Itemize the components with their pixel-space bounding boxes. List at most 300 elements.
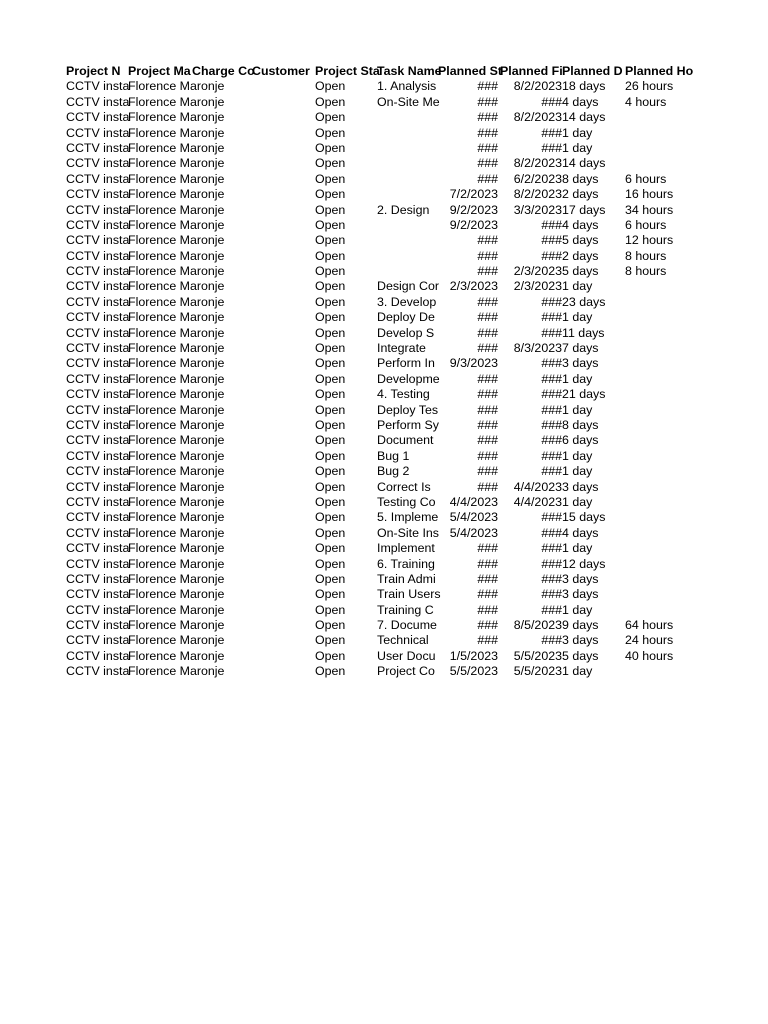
cell-planned-duration[interactable]: 5 days xyxy=(562,648,599,663)
cell-project-status[interactable]: Open xyxy=(315,402,346,417)
cell-customer[interactable] xyxy=(252,218,312,233)
cell-charge-code[interactable] xyxy=(192,264,252,279)
cell-customer[interactable] xyxy=(252,495,312,510)
cell-customer[interactable] xyxy=(252,557,312,572)
cell-customer[interactable] xyxy=(252,603,312,618)
cell-task-name[interactable] xyxy=(377,141,438,156)
cell-task-name[interactable]: 6. Training xyxy=(377,556,435,571)
cell-task-name[interactable] xyxy=(377,110,438,125)
cell-planned-finish[interactable]: ### xyxy=(541,294,562,309)
cell-planned-start[interactable]: ### xyxy=(477,402,498,417)
cell-planned-hours[interactable] xyxy=(625,387,687,402)
cell-planned-hours[interactable] xyxy=(625,326,687,341)
cell-planned-duration[interactable]: 23 days xyxy=(562,294,606,309)
cell-customer[interactable] xyxy=(252,541,312,556)
cell-planned-finish[interactable]: ### xyxy=(541,510,562,525)
cell-planned-finish[interactable]: ### xyxy=(541,371,562,386)
cell-planned-start[interactable]: ### xyxy=(477,618,498,633)
cell-task-name[interactable]: Perform In xyxy=(377,356,435,371)
cell-task-name[interactable] xyxy=(377,187,438,202)
cell-project-manager[interactable]: Florence Maronje xyxy=(128,587,225,602)
cell-project-manager[interactable]: Florence Maronje xyxy=(128,279,225,294)
cell-project-status[interactable]: Open xyxy=(315,140,346,155)
cell-planned-finish[interactable]: ### xyxy=(541,94,562,109)
cell-project-status[interactable]: Open xyxy=(315,325,346,340)
cell-planned-start[interactable]: ### xyxy=(477,371,498,386)
cell-planned-duration[interactable]: 14 days xyxy=(562,156,606,171)
header-customer[interactable]: Customer xyxy=(252,64,310,78)
cell-project-status[interactable]: Open xyxy=(315,587,346,602)
cell-project-status[interactable]: Open xyxy=(315,433,346,448)
cell-planned-finish[interactable]: ### xyxy=(541,571,562,586)
cell-planned-start[interactable]: 4/4/2023 xyxy=(449,494,498,509)
cell-project-name[interactable]: CCTV insta xyxy=(66,402,130,417)
cell-planned-duration[interactable]: 9 days xyxy=(562,618,599,633)
cell-customer[interactable] xyxy=(252,449,312,464)
cell-project-status[interactable]: Open xyxy=(315,479,346,494)
cell-task-name[interactable]: Deploy Tes xyxy=(377,402,439,417)
cell-project-manager[interactable]: Florence Maronje xyxy=(128,341,225,356)
cell-planned-hours[interactable] xyxy=(625,156,687,171)
cell-planned-duration[interactable]: 3 days xyxy=(562,633,599,648)
cell-planned-duration[interactable]: 5 days xyxy=(562,264,599,279)
cell-planned-start[interactable]: ### xyxy=(477,633,498,648)
cell-customer[interactable] xyxy=(252,664,312,679)
cell-planned-hours[interactable]: 8 hours xyxy=(625,248,667,263)
cell-project-name[interactable]: CCTV insta xyxy=(66,156,130,171)
cell-planned-hours[interactable] xyxy=(625,418,687,433)
cell-planned-duration[interactable]: 21 days xyxy=(562,387,606,402)
cell-charge-code[interactable] xyxy=(192,372,252,387)
cell-project-name[interactable]: CCTV insta xyxy=(66,633,130,648)
cell-planned-finish[interactable]: ### xyxy=(541,556,562,571)
cell-planned-hours[interactable]: 6 hours xyxy=(625,217,667,232)
header-planned-finish[interactable]: Planned Fi xyxy=(500,64,563,78)
cell-charge-code[interactable] xyxy=(192,664,252,679)
cell-project-status[interactable]: Open xyxy=(315,618,346,633)
cell-planned-finish[interactable]: ### xyxy=(541,541,562,556)
cell-charge-code[interactable] xyxy=(192,633,252,648)
cell-charge-code[interactable] xyxy=(192,526,252,541)
cell-project-name[interactable]: CCTV insta xyxy=(66,110,130,125)
cell-project-name[interactable]: CCTV insta xyxy=(66,618,130,633)
cell-project-name[interactable]: CCTV insta xyxy=(66,510,130,525)
cell-project-name[interactable]: CCTV insta xyxy=(66,556,130,571)
cell-planned-duration[interactable]: 8 days xyxy=(562,171,599,186)
cell-project-name[interactable]: CCTV insta xyxy=(66,571,130,586)
cell-project-status[interactable]: Open xyxy=(315,171,346,186)
cell-planned-hours[interactable] xyxy=(625,572,687,587)
cell-task-name[interactable]: Train Users xyxy=(377,587,441,602)
cell-planned-duration[interactable]: 11 days xyxy=(562,325,605,340)
cell-planned-duration[interactable]: 7 days xyxy=(562,341,599,356)
cell-project-manager[interactable]: Florence Maronje xyxy=(128,94,225,109)
cell-planned-duration[interactable]: 1 day xyxy=(562,140,593,155)
cell-project-manager[interactable]: Florence Maronje xyxy=(128,464,225,479)
cell-planned-start[interactable]: ### xyxy=(477,387,498,402)
cell-customer[interactable] xyxy=(252,433,312,448)
cell-customer[interactable] xyxy=(252,572,312,587)
cell-planned-duration[interactable]: 1 day xyxy=(562,464,593,479)
cell-project-manager[interactable]: Florence Maronje xyxy=(128,187,225,202)
cell-project-status[interactable]: Open xyxy=(315,664,346,679)
cell-project-name[interactable]: CCTV insta xyxy=(66,479,130,494)
cell-project-manager[interactable]: Florence Maronje xyxy=(128,110,225,125)
cell-planned-duration[interactable]: 1 day xyxy=(562,541,593,556)
cell-project-status[interactable]: Open xyxy=(315,525,346,540)
cell-planned-hours[interactable] xyxy=(625,403,687,418)
cell-planned-duration[interactable]: 17 days xyxy=(562,202,606,217)
cell-planned-finish[interactable]: ### xyxy=(541,356,562,371)
cell-charge-code[interactable] xyxy=(192,110,252,125)
header-task-name[interactable]: Task Name xyxy=(377,64,442,78)
cell-planned-finish[interactable]: ### xyxy=(541,633,562,648)
cell-planned-hours[interactable] xyxy=(625,110,687,125)
cell-planned-start[interactable]: ### xyxy=(477,171,498,186)
header-planned-hours[interactable]: Planned Ho xyxy=(625,64,694,78)
cell-planned-duration[interactable]: 15 days xyxy=(562,510,606,525)
cell-planned-start[interactable]: ### xyxy=(477,156,498,171)
cell-planned-start[interactable]: ### xyxy=(477,341,498,356)
cell-task-name[interactable]: Perform Sy xyxy=(377,417,439,432)
cell-planned-hours[interactable]: 24 hours xyxy=(625,633,674,648)
cell-planned-finish[interactable]: ### xyxy=(541,464,562,479)
cell-task-name[interactable]: Design Cor xyxy=(377,279,439,294)
cell-customer[interactable] xyxy=(252,341,312,356)
cell-project-manager[interactable]: Florence Maronje xyxy=(128,479,225,494)
cell-project-manager[interactable]: Florence Maronje xyxy=(128,648,225,663)
cell-planned-duration[interactable]: 2 days xyxy=(562,187,599,202)
cell-planned-duration[interactable]: 4 days xyxy=(562,525,599,540)
cell-planned-start[interactable]: ### xyxy=(477,248,498,263)
cell-planned-hours[interactable] xyxy=(625,495,687,510)
cell-customer[interactable] xyxy=(252,126,312,141)
cell-project-manager[interactable]: Florence Maronje xyxy=(128,310,225,325)
cell-project-name[interactable]: CCTV insta xyxy=(66,356,130,371)
cell-project-name[interactable]: CCTV insta xyxy=(66,187,130,202)
cell-charge-code[interactable] xyxy=(192,480,252,495)
cell-charge-code[interactable] xyxy=(192,649,252,664)
cell-project-status[interactable]: Open xyxy=(315,510,346,525)
cell-planned-hours[interactable] xyxy=(625,433,687,448)
cell-customer[interactable] xyxy=(252,387,312,402)
cell-planned-start[interactable]: ### xyxy=(477,310,498,325)
cell-project-manager[interactable]: Florence Maronje xyxy=(128,156,225,171)
cell-planned-duration[interactable]: 4 days xyxy=(562,217,599,232)
cell-charge-code[interactable] xyxy=(192,587,252,602)
header-charge-code[interactable]: Charge Co xyxy=(192,64,255,78)
cell-customer[interactable] xyxy=(252,95,312,110)
cell-planned-finish[interactable]: ### xyxy=(541,310,562,325)
cell-project-manager[interactable]: Florence Maronje xyxy=(128,125,225,140)
cell-project-name[interactable]: CCTV insta xyxy=(66,433,130,448)
cell-charge-code[interactable] xyxy=(192,603,252,618)
cell-charge-code[interactable] xyxy=(192,156,252,171)
cell-customer[interactable] xyxy=(252,372,312,387)
cell-task-name[interactable]: Bug 2 xyxy=(377,464,410,479)
cell-planned-start[interactable]: ### xyxy=(477,125,498,140)
cell-project-name[interactable]: CCTV insta xyxy=(66,448,130,463)
cell-project-status[interactable]: Open xyxy=(315,264,346,279)
cell-customer[interactable] xyxy=(252,649,312,664)
cell-task-name[interactable] xyxy=(377,172,438,187)
cell-planned-duration[interactable]: 3 days xyxy=(562,587,599,602)
cell-project-name[interactable]: CCTV insta xyxy=(66,525,130,540)
cell-project-name[interactable]: CCTV insta xyxy=(66,171,130,186)
cell-customer[interactable] xyxy=(252,356,312,371)
cell-planned-duration[interactable]: 12 days xyxy=(562,556,606,571)
cell-customer[interactable] xyxy=(252,326,312,341)
cell-project-manager[interactable]: Florence Maronje xyxy=(128,556,225,571)
cell-planned-hours[interactable]: 8 hours xyxy=(625,264,667,279)
cell-planned-duration[interactable]: 1 day xyxy=(562,602,593,617)
cell-planned-hours[interactable] xyxy=(625,510,687,525)
cell-customer[interactable] xyxy=(252,480,312,495)
cell-project-manager[interactable]: Florence Maronje xyxy=(128,264,225,279)
cell-planned-finish[interactable]: ### xyxy=(541,602,562,617)
cell-charge-code[interactable] xyxy=(192,79,252,94)
cell-planned-start[interactable]: 2/3/2023 xyxy=(449,279,498,294)
cell-planned-hours[interactable] xyxy=(625,587,687,602)
cell-charge-code[interactable] xyxy=(192,218,252,233)
cell-customer[interactable] xyxy=(252,264,312,279)
cell-customer[interactable] xyxy=(252,403,312,418)
cell-planned-duration[interactable]: 3 days xyxy=(562,571,599,586)
cell-charge-code[interactable] xyxy=(192,203,252,218)
cell-planned-finish[interactable]: ### xyxy=(541,387,562,402)
cell-planned-finish[interactable]: ### xyxy=(541,325,562,340)
cell-planned-start[interactable]: ### xyxy=(477,140,498,155)
cell-project-name[interactable]: CCTV insta xyxy=(66,541,130,556)
cell-planned-finish[interactable]: ### xyxy=(541,402,562,417)
cell-charge-code[interactable] xyxy=(192,464,252,479)
header-project-status[interactable]: Project Sta xyxy=(315,64,380,78)
cell-task-name[interactable] xyxy=(377,264,438,279)
cell-planned-start[interactable]: ### xyxy=(477,602,498,617)
cell-customer[interactable] xyxy=(252,510,312,525)
cell-project-manager[interactable]: Florence Maronje xyxy=(128,602,225,617)
cell-charge-code[interactable] xyxy=(192,403,252,418)
cell-planned-start[interactable]: ### xyxy=(477,587,498,602)
cell-charge-code[interactable] xyxy=(192,541,252,556)
cell-charge-code[interactable] xyxy=(192,279,252,294)
cell-customer[interactable] xyxy=(252,633,312,648)
cell-charge-code[interactable] xyxy=(192,510,252,525)
cell-customer[interactable] xyxy=(252,310,312,325)
cell-task-name[interactable]: Training C xyxy=(377,602,434,617)
cell-project-status[interactable]: Open xyxy=(315,448,346,463)
cell-planned-duration[interactable]: 1 day xyxy=(562,279,593,294)
cell-project-name[interactable]: CCTV insta xyxy=(66,264,130,279)
cell-customer[interactable] xyxy=(252,279,312,294)
cell-planned-duration[interactable]: 18 days xyxy=(562,79,606,94)
cell-project-name[interactable]: CCTV insta xyxy=(66,587,130,602)
cell-project-manager[interactable]: Florence Maronje xyxy=(128,664,225,679)
cell-task-name[interactable]: Bug 1 xyxy=(377,448,410,463)
cell-planned-duration[interactable]: 1 day xyxy=(562,664,593,679)
header-project-manager[interactable]: Project Ma xyxy=(128,64,191,78)
cell-planned-hours[interactable] xyxy=(625,295,687,310)
cell-customer[interactable] xyxy=(252,418,312,433)
cell-customer[interactable] xyxy=(252,172,312,187)
cell-project-name[interactable]: CCTV insta xyxy=(66,94,130,109)
cell-project-status[interactable]: Open xyxy=(315,187,346,202)
cell-planned-start[interactable]: ### xyxy=(477,541,498,556)
cell-project-manager[interactable]: Florence Maronje xyxy=(128,371,225,386)
cell-project-manager[interactable]: Florence Maronje xyxy=(128,633,225,648)
cell-project-status[interactable]: Open xyxy=(315,356,346,371)
cell-project-name[interactable]: CCTV insta xyxy=(66,494,130,509)
cell-project-status[interactable]: Open xyxy=(315,464,346,479)
cell-planned-start[interactable]: ### xyxy=(477,556,498,571)
cell-planned-hours[interactable] xyxy=(625,664,687,679)
cell-charge-code[interactable] xyxy=(192,356,252,371)
cell-charge-code[interactable] xyxy=(192,449,252,464)
cell-planned-finish[interactable]: 8/5/2023 xyxy=(513,618,562,633)
cell-planned-start[interactable]: ### xyxy=(477,433,498,448)
cell-task-name[interactable]: Developme xyxy=(377,371,440,386)
cell-project-status[interactable]: Open xyxy=(315,541,346,556)
cell-planned-finish[interactable]: 4/4/2023 xyxy=(513,479,562,494)
cell-planned-finish[interactable]: 8/2/2023 xyxy=(513,79,562,94)
cell-planned-start[interactable]: ### xyxy=(477,417,498,432)
cell-planned-hours[interactable] xyxy=(625,480,687,495)
cell-project-name[interactable]: CCTV insta xyxy=(66,371,130,386)
cell-planned-hours[interactable] xyxy=(625,310,687,325)
cell-charge-code[interactable] xyxy=(192,618,252,633)
cell-charge-code[interactable] xyxy=(192,495,252,510)
cell-charge-code[interactable] xyxy=(192,95,252,110)
cell-planned-start[interactable]: 1/5/2023 xyxy=(449,648,498,663)
cell-task-name[interactable] xyxy=(377,156,438,171)
cell-project-status[interactable]: Open xyxy=(315,387,346,402)
cell-task-name[interactable]: Implement xyxy=(377,541,435,556)
cell-task-name[interactable]: On-Site Ins xyxy=(377,525,439,540)
cell-planned-hours[interactable]: 4 hours xyxy=(625,94,667,109)
cell-planned-hours[interactable] xyxy=(625,341,687,356)
cell-planned-duration[interactable]: 1 day xyxy=(562,371,593,386)
cell-customer[interactable] xyxy=(252,79,312,94)
cell-planned-hours[interactable] xyxy=(625,526,687,541)
cell-planned-finish[interactable]: 8/2/2023 xyxy=(513,187,562,202)
cell-task-name[interactable]: Develop S xyxy=(377,325,435,340)
cell-planned-start[interactable]: 9/3/2023 xyxy=(449,356,498,371)
cell-project-status[interactable]: Open xyxy=(315,79,346,94)
cell-planned-start[interactable]: ### xyxy=(477,264,498,279)
cell-task-name[interactable] xyxy=(377,233,438,248)
cell-project-manager[interactable]: Florence Maronje xyxy=(128,171,225,186)
cell-planned-start[interactable]: 9/2/2023 xyxy=(449,217,498,232)
cell-project-name[interactable]: CCTV insta xyxy=(66,279,130,294)
cell-project-manager[interactable]: Florence Maronje xyxy=(128,79,225,94)
cell-charge-code[interactable] xyxy=(192,341,252,356)
cell-charge-code[interactable] xyxy=(192,433,252,448)
cell-task-name[interactable] xyxy=(377,249,438,264)
cell-task-name[interactable] xyxy=(377,218,438,233)
cell-task-name[interactable]: Integrate xyxy=(377,341,426,356)
cell-task-name[interactable]: User Docu xyxy=(377,648,436,663)
cell-planned-finish[interactable]: ### xyxy=(541,217,562,232)
cell-planned-hours[interactable]: 6 hours xyxy=(625,171,667,186)
cell-task-name[interactable]: Deploy De xyxy=(377,310,435,325)
cell-task-name[interactable]: Document xyxy=(377,433,434,448)
cell-planned-start[interactable]: ### xyxy=(477,448,498,463)
cell-charge-code[interactable] xyxy=(192,310,252,325)
cell-planned-hours[interactable]: 12 hours xyxy=(625,233,674,248)
cell-project-status[interactable]: Open xyxy=(315,110,346,125)
cell-planned-duration[interactable]: 6 days xyxy=(562,433,599,448)
cell-charge-code[interactable] xyxy=(192,295,252,310)
cell-planned-finish[interactable]: ### xyxy=(541,587,562,602)
cell-project-status[interactable]: Open xyxy=(315,341,346,356)
cell-project-status[interactable]: Open xyxy=(315,94,346,109)
cell-planned-hours[interactable]: 34 hours xyxy=(625,202,674,217)
cell-charge-code[interactable] xyxy=(192,141,252,156)
cell-planned-duration[interactable]: 4 days xyxy=(562,94,599,109)
cell-project-manager[interactable]: Florence Maronje xyxy=(128,387,225,402)
cell-project-manager[interactable]: Florence Maronje xyxy=(128,402,225,417)
cell-project-status[interactable]: Open xyxy=(315,233,346,248)
cell-project-status[interactable]: Open xyxy=(315,602,346,617)
cell-customer[interactable] xyxy=(252,141,312,156)
cell-project-status[interactable]: Open xyxy=(315,371,346,386)
cell-charge-code[interactable] xyxy=(192,249,252,264)
cell-planned-hours[interactable] xyxy=(625,372,687,387)
cell-task-name[interactable]: Project Co xyxy=(377,664,435,679)
header-project-name[interactable]: Project N xyxy=(66,64,121,78)
cell-planned-duration[interactable]: 1 day xyxy=(562,448,593,463)
cell-project-name[interactable]: CCTV insta xyxy=(66,140,130,155)
cell-project-name[interactable]: CCTV insta xyxy=(66,464,130,479)
cell-planned-finish[interactable]: ### xyxy=(541,417,562,432)
cell-planned-duration[interactable]: 1 day xyxy=(562,125,593,140)
cell-planned-start[interactable]: ### xyxy=(477,479,498,494)
cell-planned-duration[interactable]: 3 days xyxy=(562,479,599,494)
cell-planned-hours[interactable]: 64 hours xyxy=(625,618,674,633)
cell-planned-start[interactable]: ### xyxy=(477,294,498,309)
cell-customer[interactable] xyxy=(252,526,312,541)
cell-charge-code[interactable] xyxy=(192,572,252,587)
cell-charge-code[interactable] xyxy=(192,187,252,202)
cell-planned-hours[interactable] xyxy=(625,356,687,371)
cell-project-manager[interactable]: Florence Maronje xyxy=(128,294,225,309)
cell-task-name[interactable]: 5. Impleme xyxy=(377,510,439,525)
cell-project-name[interactable]: CCTV insta xyxy=(66,341,130,356)
cell-project-name[interactable]: CCTV insta xyxy=(66,664,130,679)
cell-charge-code[interactable] xyxy=(192,387,252,402)
cell-project-name[interactable]: CCTV insta xyxy=(66,202,130,217)
cell-charge-code[interactable] xyxy=(192,126,252,141)
cell-charge-code[interactable] xyxy=(192,172,252,187)
cell-task-name[interactable]: Train Admi xyxy=(377,571,436,586)
cell-planned-hours[interactable] xyxy=(625,126,687,141)
cell-customer[interactable] xyxy=(252,295,312,310)
cell-task-name[interactable]: Correct Is xyxy=(377,479,431,494)
cell-planned-finish[interactable]: 5/5/2023 xyxy=(513,664,562,679)
cell-project-name[interactable]: CCTV insta xyxy=(66,648,130,663)
cell-planned-start[interactable]: ### xyxy=(477,464,498,479)
cell-project-status[interactable]: Open xyxy=(315,156,346,171)
cell-customer[interactable] xyxy=(252,110,312,125)
cell-customer[interactable] xyxy=(252,587,312,602)
cell-project-status[interactable]: Open xyxy=(315,633,346,648)
cell-task-name[interactable]: On-Site Me xyxy=(377,94,440,109)
cell-planned-hours[interactable] xyxy=(625,603,687,618)
cell-planned-finish[interactable]: 8/2/2023 xyxy=(513,110,562,125)
cell-project-manager[interactable]: Florence Maronje xyxy=(128,494,225,509)
cell-charge-code[interactable] xyxy=(192,418,252,433)
cell-customer[interactable] xyxy=(252,156,312,171)
